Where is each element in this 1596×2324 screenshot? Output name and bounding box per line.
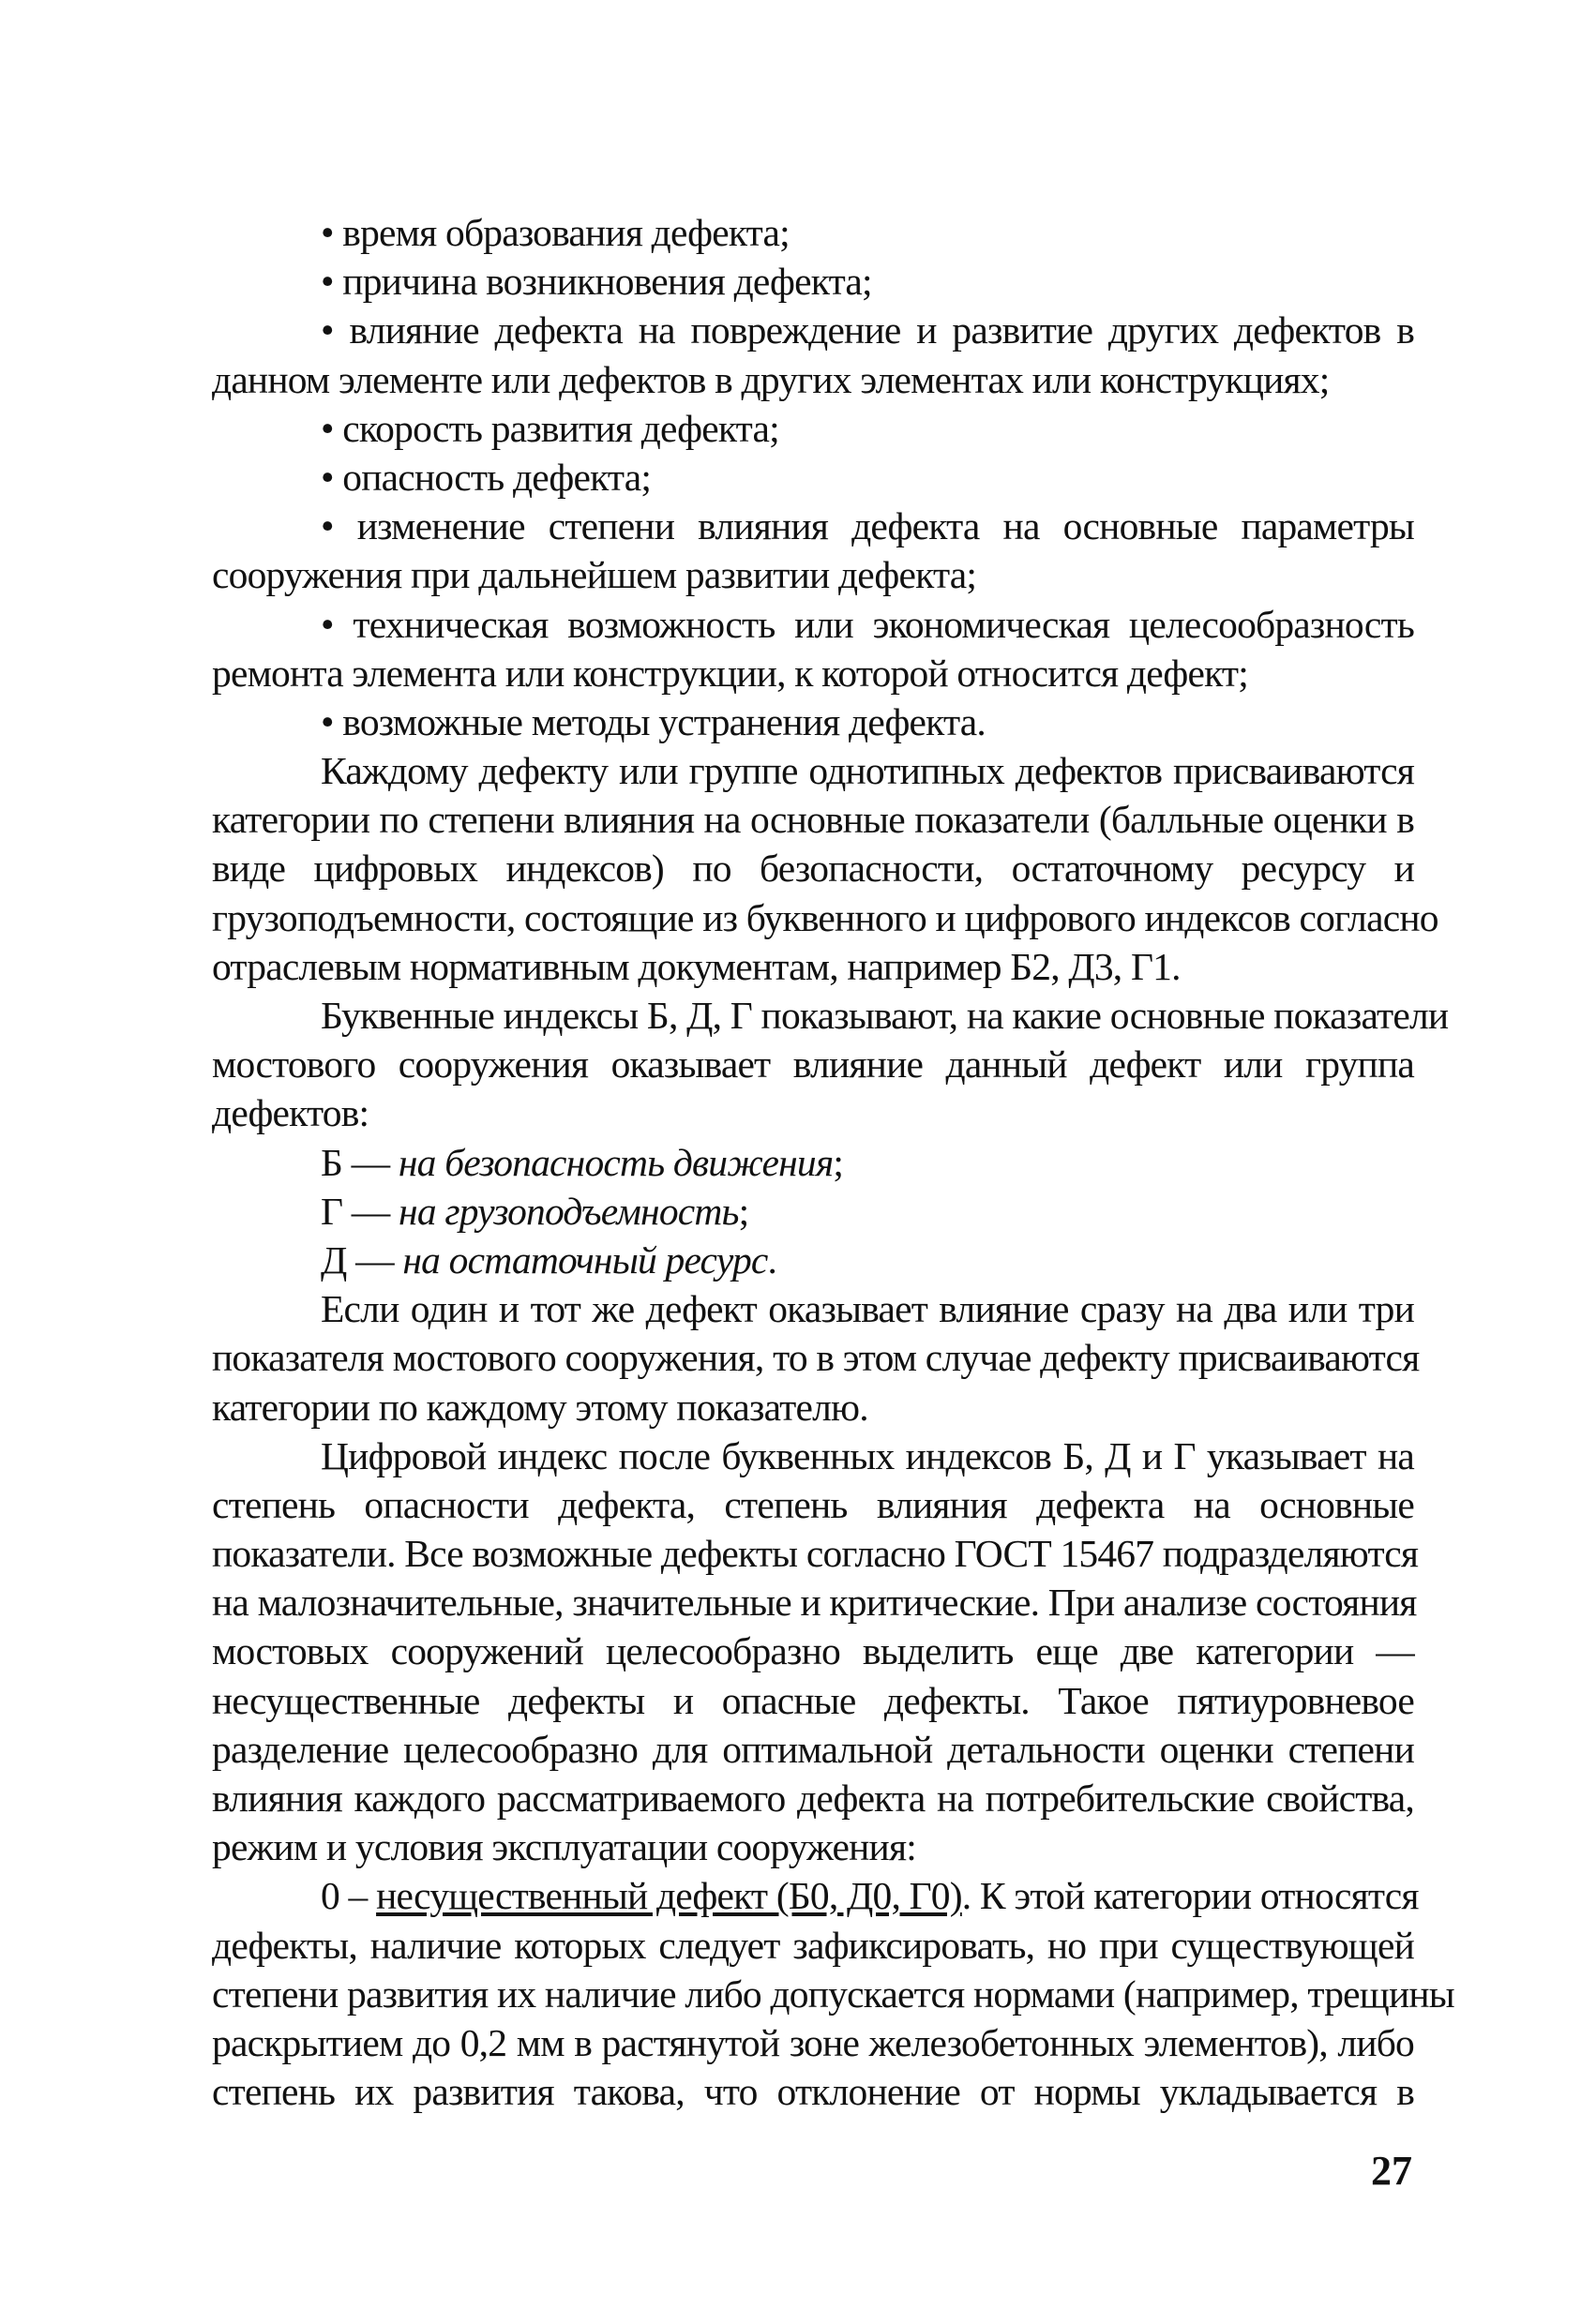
index-definition-b: [212, 1138, 1414, 1187]
index-definition-d: [212, 1236, 1414, 1284]
paragraph-letter-indices: [212, 991, 1449, 1138]
index-definitions: [212, 1138, 1414, 1285]
paragraph-line: на малозначительные, значительные и критические. При анализе состояния: [212, 1581, 1417, 1625]
paragraph-line: Цифровой индекс после буквенных индексов Б, Д и Г указывает на: [321, 1433, 1414, 1477]
paragraph-line: дефекты, наличие которых следует зафиксировать, но при существующей: [212, 1923, 1414, 1967]
page-body: [212, 208, 1454, 2116]
index-definition-g: [212, 1187, 1414, 1236]
index-meaning: на грузоподъемность: [399, 1189, 739, 1233]
paragraph-line: Каждому дефекту или группе однотипных дефектов присваиваются: [321, 749, 1414, 793]
paragraph-line: категории по степени влияния на основные показатели (балльные оценки в: [212, 798, 1414, 842]
paragraph-line: грузоподъемности, состоящие из буквенного и цифрового индексов согласно: [212, 895, 1438, 939]
index-meaning: на остаточный ресурс: [402, 1237, 768, 1282]
index-punct: .: [767, 1237, 777, 1282]
index-letter: Г —: [321, 1189, 399, 1233]
bullet-item: • причина возникновения дефекта;: [321, 260, 872, 304]
paragraph-line: дефектов:: [212, 1091, 369, 1135]
index-punct: ;: [738, 1189, 749, 1233]
bullet-item: • техническая возможность или экономическая целесообразность: [321, 602, 1414, 646]
bullet-item-continuation: сооружения при дальнейшем развитии дефекта;: [212, 553, 977, 597]
page-number: 27: [1371, 2148, 1412, 2194]
index-letter: Б —: [321, 1140, 399, 1184]
paragraph-category-zero: [212, 1871, 1454, 2116]
paragraph-line: степени развития их наличие либо допускается нормами (например, трещины: [212, 1972, 1454, 2016]
paragraph-multiple-indicators: [212, 1284, 1420, 1432]
paragraph-line: влияния каждого рассматриваемого дефекта на потребительские свойства,: [212, 1777, 1414, 1820]
paragraph-line: отраслевым нормативным документам, например Б2, Д3, Г1.: [212, 944, 1181, 988]
bullet-item: • время образования дефекта;: [321, 211, 790, 254]
paragraph-line: Если один и тот же дефект оказывает влияние сразу на два или три: [321, 1287, 1414, 1331]
paragraph-line: мостовых сооружений целесообразно выделить еще две категории —: [212, 1629, 1414, 1673]
index-meaning: на безопасность движения: [398, 1140, 834, 1184]
category-name-underlined: несущественный дефект (Б0, Д0, Г0): [376, 1874, 962, 1918]
index-punct: ;: [833, 1140, 844, 1184]
paragraph-line: показатели. Все возможные дефекты согласно ГОСТ 15467 подразделяются: [212, 1532, 1419, 1576]
paragraph-line: мостового сооружения оказывает влияние данный дефект или группа: [212, 1042, 1414, 1087]
paragraph-line: степень опасности дефекта, степень влияния дефекта на основные: [212, 1482, 1414, 1526]
bullet-item: • влияние дефекта на повреждение и развитие других дефектов в: [321, 308, 1414, 352]
category-number: 0 –: [321, 1874, 377, 1918]
paragraph-line: несущественные дефекты и опасные дефекты. Такое пятиуровневое: [212, 1678, 1414, 1722]
index-letter: Д —: [321, 1237, 403, 1282]
paragraph-line: [212, 1871, 1419, 1920]
bullet-item: • изменение степени влияния дефекта на основные параметры: [321, 504, 1414, 548]
paragraph-line: раскрытием до 0,2 мм в растянутой зоне железобетонных элементов), либо: [212, 2020, 1414, 2064]
bullet-item: • возможные методы устранения дефекта.: [321, 699, 986, 743]
paragraph-line: режим и условия эксплуатации сооружения:: [212, 1825, 916, 1869]
bullet-item: • опасность дефекта;: [321, 455, 652, 499]
paragraph-line: степень их развития такова, что отклонение от нормы укладывается в: [212, 2070, 1414, 2114]
bullet-item-continuation: данном элементе или дефектов в других элементах или конструкциях;: [212, 357, 1330, 401]
bullet-list: [212, 208, 1414, 746]
paragraph-line: разделение целесообразно для оптимальной детальности оценки степени: [212, 1727, 1414, 1771]
paragraph-categories: [212, 746, 1438, 991]
bullet-item-continuation: ремонта элемента или конструкции, к которой относится дефект;: [212, 651, 1248, 695]
paragraph-digit-index: [212, 1432, 1419, 1872]
bullet-item: • скорость развития дефекта;: [321, 406, 779, 450]
paragraph-line: категории по каждому этому показателю.: [212, 1385, 868, 1429]
paragraph-line: Буквенные индексы Б, Д, Г показывают, на какие основные показатели: [321, 994, 1449, 1037]
paragraph-line: виде цифровых индексов) по безопасности, остаточному ресурсу и: [212, 847, 1414, 891]
paragraph-line: показателя мостового сооружения, то в этом случае дефекту присваиваются: [212, 1336, 1420, 1380]
category-intro: . К этой категории относятся: [961, 1874, 1419, 1918]
